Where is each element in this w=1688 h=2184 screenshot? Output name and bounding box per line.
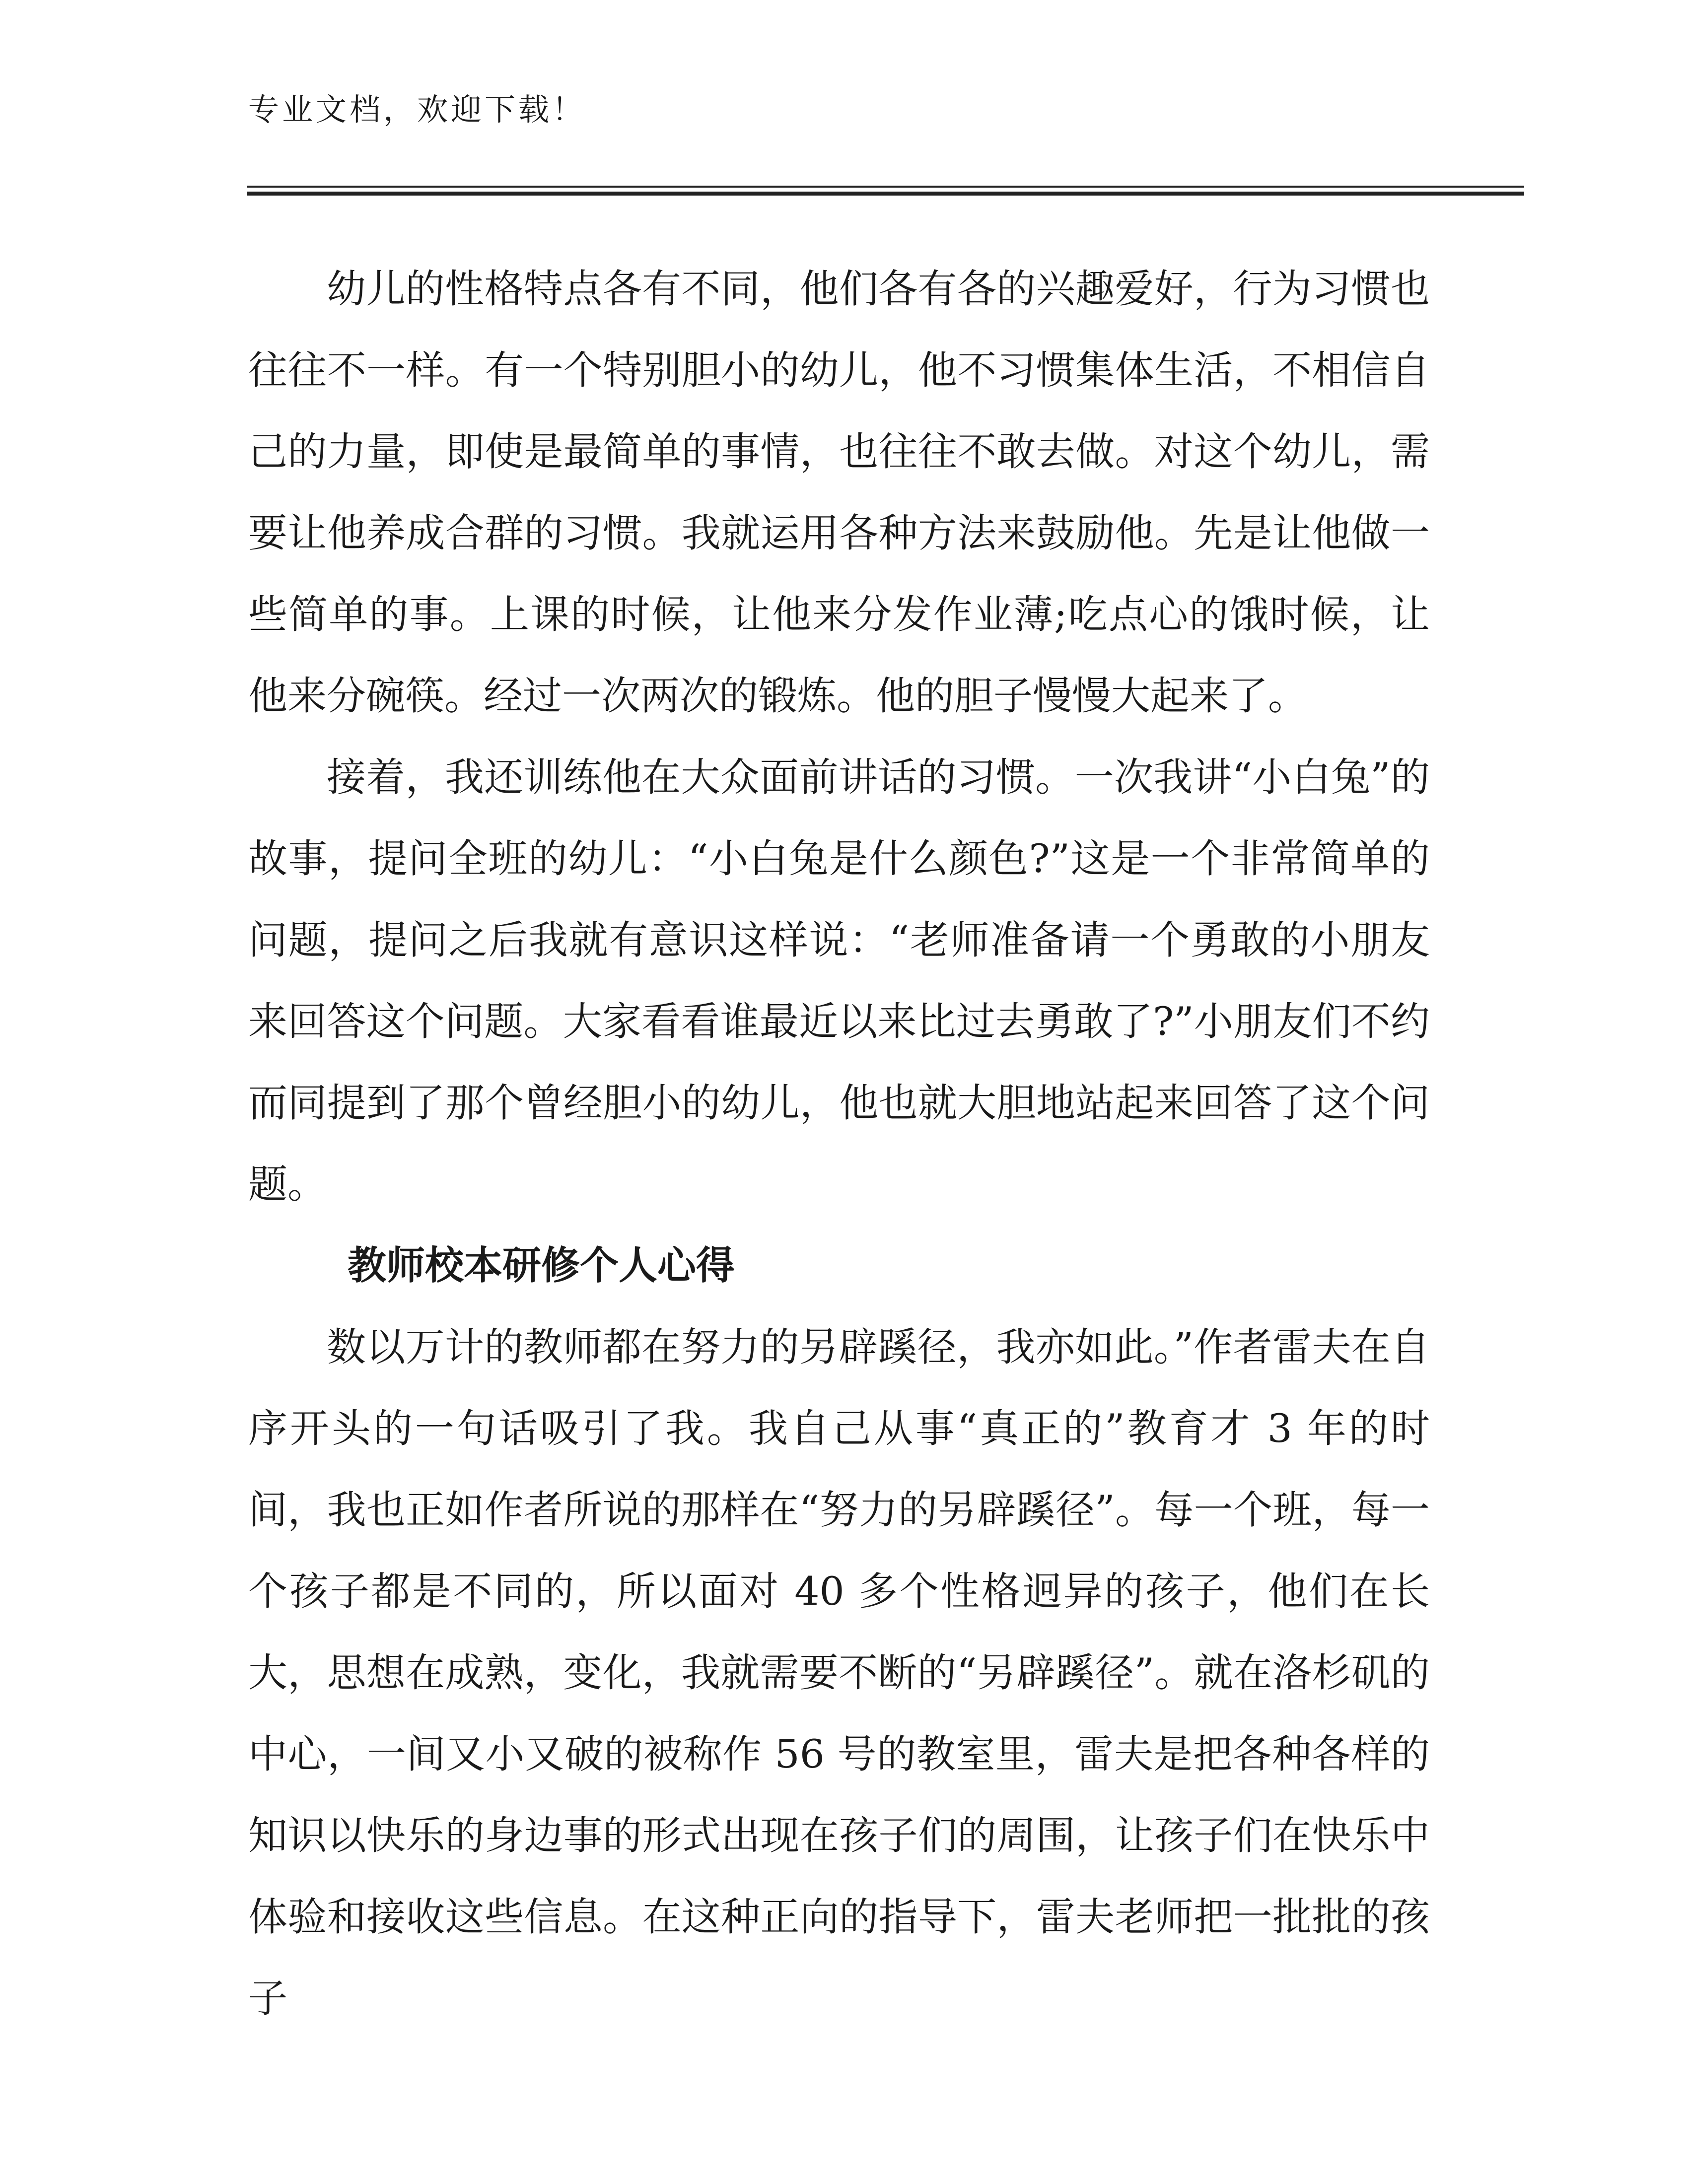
page-header: 专业文档，欢迎下载！ bbox=[248, 91, 586, 128]
paragraph-1: 幼儿的性格特点各有不同，他们各有各的兴趣爱好，行为习惯也往往不一样。有一个特别胆小的幼儿，他不习惯集体生活，不相信自己的力量，即使是最简单的事情，也往往不敢去做。对这个幼儿，需要让他养成合群的习惯。我就运用各种方法来鼓励他。先是让他做一些简单的事。上课的时候，让他来分发作业薄;吃点心的饿时候，让他来分碗筷。经过一次两次的锻炼。他的胆子慢慢大起来了。 bbox=[248, 266, 1430, 719]
section-title: 教师校本研修个人心得 bbox=[348, 1243, 735, 1288]
document-body bbox=[248, 248, 1430, 2039]
header-rule-thick bbox=[247, 192, 1524, 196]
paragraph-2: 接着，我还训练他在大众面前讲话的习惯。一次我讲“小白兔”的故事，提问全班的幼儿：“小白兔是什么颜色?”这是一个非常简单的问题，提问之后我就有意识这样说：“老师准备请一个勇敢的小朋友来回答这个问题。大家看看谁最近以来比过去勇敢了?”小朋友们不约而同提到了那个曾经胆小的幼儿，他也就大胆地站起来回答了这个问题。 bbox=[248, 754, 1430, 1207]
header-rule-thin bbox=[247, 186, 1524, 188]
paragraph-3: 数以万计的教师都在努力的另辟蹊径，我亦如此。”作者雷夫在自序开头的一句话吸引了我。我自己从事“真正的”教育才 3 年的时间，我也正如作者所说的那样在“努力的另辟蹊径”。每一个班，每一个孩子都是不同的，所以面对 40 多个性格迥异的孩子，他们在长大，思想在成熟，变化，我就需要不断的“另辟蹊径”。就在洛杉矶的中心，一间又小又破的被称作 56 号的教室里，雷夫是把各种各样的知识以快乐的身边事的形式出现在孩子们的周围，让孩子们在快乐中体验和接收这些信息。在这种正向的指导下，雷夫老师把一批批的孩子 bbox=[248, 1324, 1430, 2021]
